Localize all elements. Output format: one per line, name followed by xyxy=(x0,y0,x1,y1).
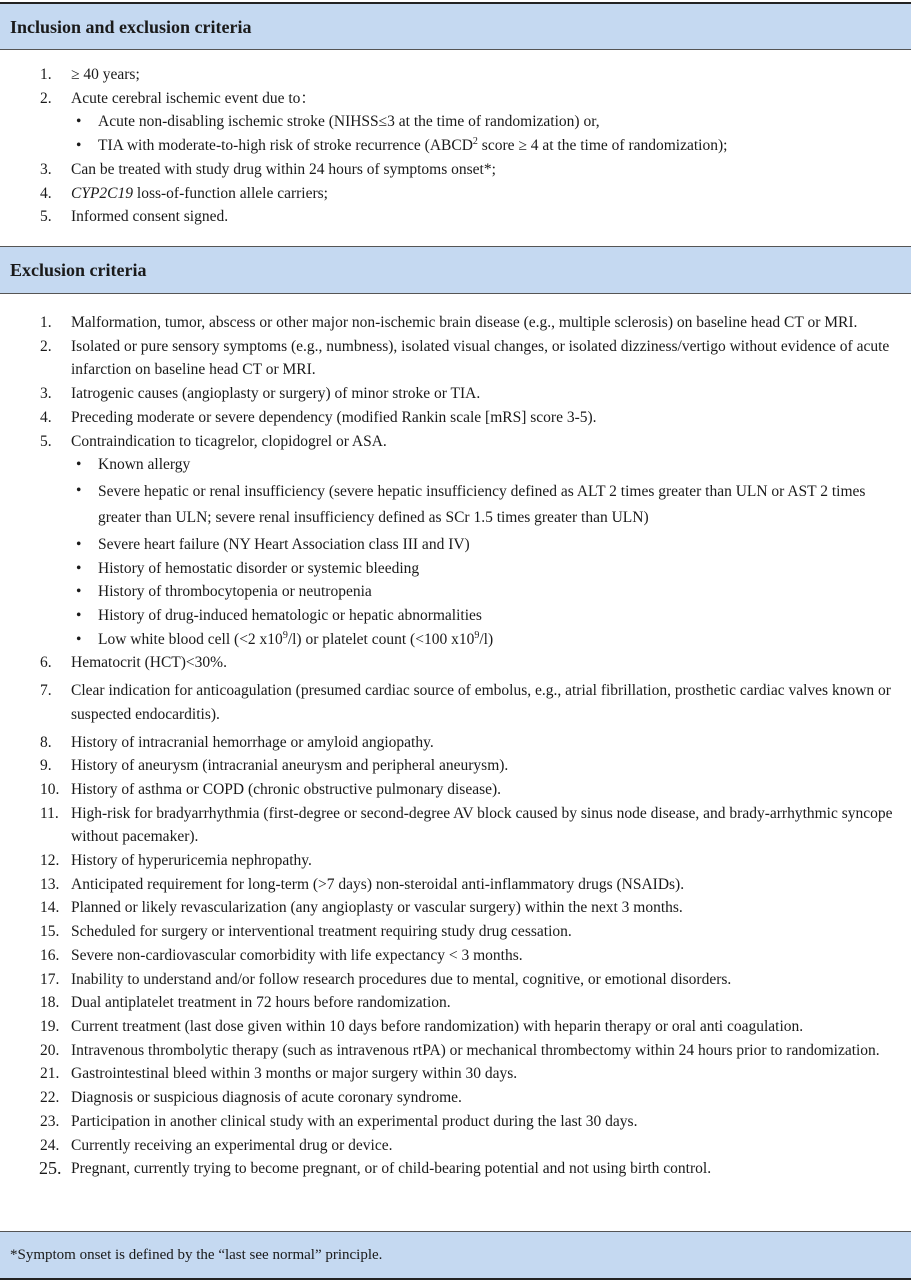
bullet-text: History of drug-induced hematologic or hepatic abnormalities xyxy=(98,607,482,625)
list-item xyxy=(0,382,911,406)
list-item xyxy=(0,778,911,802)
item-number: 25. xyxy=(39,1158,62,1179)
list-item xyxy=(0,182,911,206)
exclusion-list xyxy=(0,311,911,1181)
item-number: 11. xyxy=(40,804,59,822)
bullet-icon: • xyxy=(76,481,82,499)
list-item xyxy=(0,1110,911,1134)
item-text: Malformation, tumor, abscess or other major non-ischemic brain disease (e.g., multiple sclerosis) on baseline head CT or MRI. xyxy=(71,314,858,331)
item-number: 3. xyxy=(40,160,52,178)
bullet-item xyxy=(0,628,911,652)
item-number: 1. xyxy=(40,314,52,331)
footnote-text: *Symptom onset is defined by the “last see normal” principle. xyxy=(10,1246,383,1263)
item-number: 5. xyxy=(40,208,52,226)
item-text: CYP2C19 loss-of-function allele carriers; xyxy=(71,184,328,202)
item-number: 22. xyxy=(40,1089,60,1107)
item-text: Currently receiving an experimental drug or device. xyxy=(71,1136,393,1154)
footnote xyxy=(0,1231,911,1280)
item-number: 19. xyxy=(40,1017,60,1035)
list-item xyxy=(0,896,911,920)
list-item xyxy=(0,87,911,111)
bullet-text: Acute non-disabling ischemic stroke (NIHSS≤3 at the time of randomization) or, xyxy=(98,113,600,131)
bullet-item xyxy=(0,557,911,581)
list-item xyxy=(0,406,911,430)
bullet-text: Low white blood cell (<2 $x10^9/l$) or platelet count (<100 $x10^9/l$) xyxy=(98,629,494,648)
item-text: History of intracranial hemorrhage or amyloid angiopathy. xyxy=(71,733,434,751)
item-number: 13. xyxy=(40,875,60,893)
item-number: 24. xyxy=(40,1136,60,1154)
item-text: Contraindication to ticagrelor, clopidogrel or ASA. xyxy=(71,432,387,450)
item-text: Inability to understand and/or follow research procedures due to mental, cognitive, or emotional disorders. xyxy=(71,970,732,988)
inclusion-header xyxy=(0,2,911,50)
item-text: Diagnosis or suspicious diagnosis of acute coronary syndrome. xyxy=(71,1089,462,1107)
item-number: 16. xyxy=(40,946,60,964)
item-number: 12. xyxy=(40,852,60,870)
bullet-icon: • xyxy=(76,535,82,553)
item-text: Participation in another clinical study with an experimental product during the last 30 days. xyxy=(71,1112,638,1130)
bullet-item xyxy=(0,580,911,604)
bullet-text: Known allergy xyxy=(98,456,191,474)
item-number: 9. xyxy=(40,757,52,775)
item-text: Acute cerebral ischemic event due to： xyxy=(71,89,316,107)
bullet-icon: • xyxy=(76,607,82,625)
item-number: 1. xyxy=(40,66,52,83)
list-item xyxy=(0,944,911,968)
list-item xyxy=(0,991,911,1015)
item-text: Severe non-cardiovascular comorbidity with life expectancy < 3 months. xyxy=(71,946,523,964)
item-number: 21. xyxy=(40,1065,60,1083)
item-number: 4. xyxy=(40,184,52,202)
list-item xyxy=(0,1039,911,1063)
item-number: 7. xyxy=(40,682,52,700)
bullet-icon: • xyxy=(76,456,82,474)
list-item xyxy=(0,849,911,873)
item-text: Hematocrit (HCT)<30%. xyxy=(71,654,227,672)
bullet-icon: • xyxy=(76,137,82,155)
list-item xyxy=(0,731,911,755)
bullet-text: Severe heart failure (NY Heart Association class III and IV) xyxy=(98,535,470,553)
bullet-icon: • xyxy=(76,583,82,601)
item-number: 15. xyxy=(40,923,60,941)
item-text: Isolated or pure sensory symptoms (e.g., numbness), isolated visual changes, or isolated dizziness/vertigo without evidence of acute infarction on baseline head CT or MRI. xyxy=(71,337,890,379)
list-item xyxy=(0,1157,911,1181)
item-text: History of aneurysm (intracranial aneurysm and peripheral aneurysm). xyxy=(71,757,509,775)
item-number: 6. xyxy=(40,654,52,672)
bullet-item xyxy=(0,134,911,158)
list-item xyxy=(0,311,911,335)
item-text: Clear indication for anticoagulation (presumed cardiac source of embolus, e.g., atrial fibrillation, prosthetic cardiac valves known or suspected endocarditis). xyxy=(71,682,891,723)
bullet-icon: • xyxy=(76,630,82,648)
item-text: Iatrogenic causes (angioplasty or surgery) of minor stroke or TIA. xyxy=(71,385,481,403)
list-item xyxy=(0,873,911,897)
item-number: 3. xyxy=(40,385,52,403)
item-text: Current treatment (last dose given within 10 days before randomization) with heparin therapy or oral anti coagulation. xyxy=(71,1017,804,1035)
item-text: Can be treated with study drug within 24 hours of symptoms onset*; xyxy=(71,160,496,178)
list-item xyxy=(0,430,911,454)
list-item xyxy=(0,63,911,87)
list-item xyxy=(0,335,911,382)
list-item xyxy=(0,651,911,675)
list-item xyxy=(0,679,911,726)
item-text: Anticipated requirement for long-term (>7 days) non-steroidal anti-inflammatory drugs (NSAIDs). xyxy=(71,875,685,893)
item-number: 20. xyxy=(40,1041,60,1059)
list-item xyxy=(0,205,911,229)
item-number: 5. xyxy=(40,432,52,450)
item-text: Intravenous thrombolytic therapy (such as intravenous rtPA) or mechanical thrombectomy within 24 hours prior to randomization. xyxy=(71,1041,880,1059)
item-text: History of hyperuricemia nephropathy. xyxy=(71,852,312,870)
item-number: 14. xyxy=(40,899,60,917)
inclusion-list xyxy=(0,63,911,229)
bullet-text: Severe hepatic or renal insufficiency (severe hepatic insufficiency defined as ALT 2 times greater than ULN or AST 2 times greater than ULN; severe renal insufficiency defined as SCr 1.5 times greater than ULN) xyxy=(98,482,866,526)
exclusion-header xyxy=(0,246,911,294)
inclusion-title: Inclusion and exclusion criteria xyxy=(10,16,252,37)
item-number: 23. xyxy=(40,1112,60,1130)
bullet-text: History of thrombocytopenia or neutropenia xyxy=(98,583,372,601)
item-text: Planned or likely revascularization (any angioplasty or vascular surgery) within the next 3 months. xyxy=(71,899,683,917)
item-number: 10. xyxy=(40,780,60,798)
bullet-item xyxy=(0,604,911,628)
item-text: High-risk for bradyarrhythmia (first-degree or second-degree AV block caused by sinus node disease, and brady-arrhythmic syncope without pacemaker). xyxy=(71,804,893,846)
bullet-item xyxy=(0,533,911,557)
bullet-text: History of hemostatic disorder or systemic bleeding xyxy=(98,559,420,577)
item-number: 17. xyxy=(40,970,60,988)
item-number: 4. xyxy=(40,408,52,426)
bullet-item xyxy=(0,453,911,477)
item-text: Preceding moderate or severe dependency (modified Rankin scale [mRS] score 3-5). xyxy=(71,408,597,426)
list-item xyxy=(0,754,911,778)
bullet-item xyxy=(0,110,911,134)
list-item xyxy=(0,1062,911,1086)
list-item xyxy=(0,1015,911,1039)
bullet-text: TIA with moderate-to-high risk of stroke recurrence (ABCD$^2$ score ≥ 4 at the time of randomization); xyxy=(98,135,728,155)
item-text: Scheduled for surgery or interventional treatment requiring study drug cessation. xyxy=(71,923,572,941)
item-number: 2. xyxy=(40,89,52,107)
list-item xyxy=(0,920,911,944)
item-number: 2. xyxy=(40,337,52,355)
list-item xyxy=(0,1134,911,1158)
item-text: Dual antiplatelet treatment in 72 hours before randomization. xyxy=(71,994,451,1012)
bullet-item xyxy=(0,479,911,531)
bullet-icon: • xyxy=(76,113,82,131)
item-text: History of asthma or COPD (chronic obstructive pulmonary disease). xyxy=(71,780,502,798)
list-item xyxy=(0,968,911,992)
item-text: Pregnant, currently trying to become pregnant, or of child-bearing potential and not using birth control. xyxy=(71,1160,712,1178)
item-number: 18. xyxy=(40,994,60,1012)
exclusion-title: Exclusion criteria xyxy=(10,260,147,280)
item-text: Gastrointestinal bleed within 3 months or major surgery within 30 days. xyxy=(71,1065,518,1083)
list-item xyxy=(0,158,911,182)
list-item xyxy=(0,1086,911,1110)
bullet-icon: • xyxy=(76,559,82,577)
list-item xyxy=(0,802,911,849)
item-number: 8. xyxy=(40,733,52,751)
item-text: ≥ 40 years; xyxy=(71,66,140,83)
item-text: Informed consent signed. xyxy=(71,208,229,226)
